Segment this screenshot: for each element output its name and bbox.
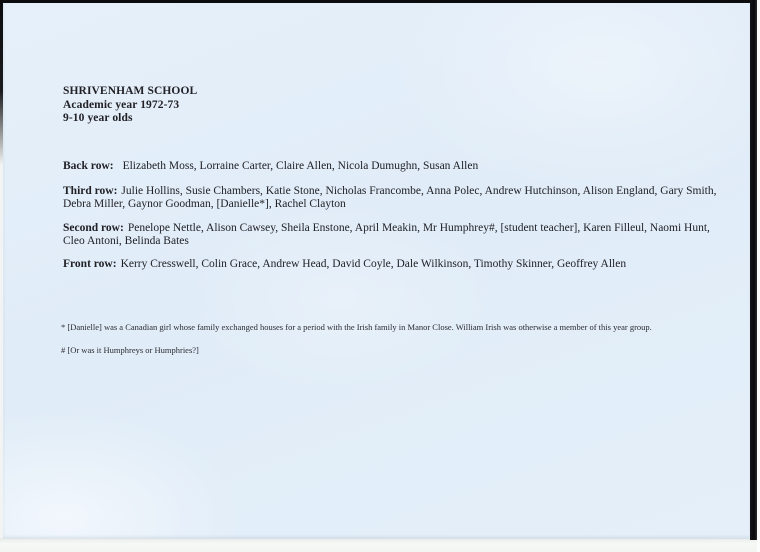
front-row-caption <box>63 258 723 271</box>
scanner-edge-right <box>750 0 757 540</box>
school-name: SHRIVENHAM SCHOOL <box>63 85 198 97</box>
document-title-block <box>63 85 197 126</box>
scanner-edge-top <box>0 0 757 3</box>
footnote-danielle: * [Danielle] was a Canadian girl whose family exchanged houses for a period with the Irish family in Manor Close. William Irish was otherwise a member of this year group. <box>61 322 652 332</box>
second-row-caption <box>63 222 723 247</box>
academic-year: Academic year 1972-73 <box>63 98 180 111</box>
front-row-label: Front row: <box>63 258 117 270</box>
second-row-names: Penelope Nettle, Alison Cawsey, Sheila Enstone, April Meakin, Mr Humphrey#, [student teacher], Karen Filleul, Naomi Hunt, Cleo Antoni, Belinda Bates <box>63 222 710 247</box>
footnote-humphrey: # [Or was it Humphreys or Humphries?] <box>61 345 199 355</box>
scanner-bed-bottom-strip <box>0 538 760 552</box>
age-group: 9-10 year olds <box>63 112 133 124</box>
front-row-names: Kerry Cresswell, Colin Grace, Andrew Head, David Coyle, Dale Wilkinson, Timothy Skinner, Geoffrey Allen <box>120 258 627 270</box>
back-row-caption <box>63 160 723 173</box>
third-row-names: Julie Hollins, Susie Chambers, Katie Stone, Nicholas Francombe, Anna Polec, Andrew Hutchinson, Alison England, Gary Smith, Debra Miller, Gaynor Goodman, [Danielle*], Rachel Clayton <box>63 185 717 210</box>
paper-sheet <box>3 3 751 539</box>
third-row-label: Third row: <box>63 185 118 197</box>
second-row-label: Second row: <box>63 222 124 234</box>
third-row-caption <box>63 185 723 210</box>
scanner-edge-left <box>0 0 3 165</box>
back-row-label: Back row: <box>63 160 114 172</box>
back-row-names: Elizabeth Moss, Lorraine Carter, Claire Allen, Nicola Dumughn, Susan Allen <box>122 160 479 172</box>
